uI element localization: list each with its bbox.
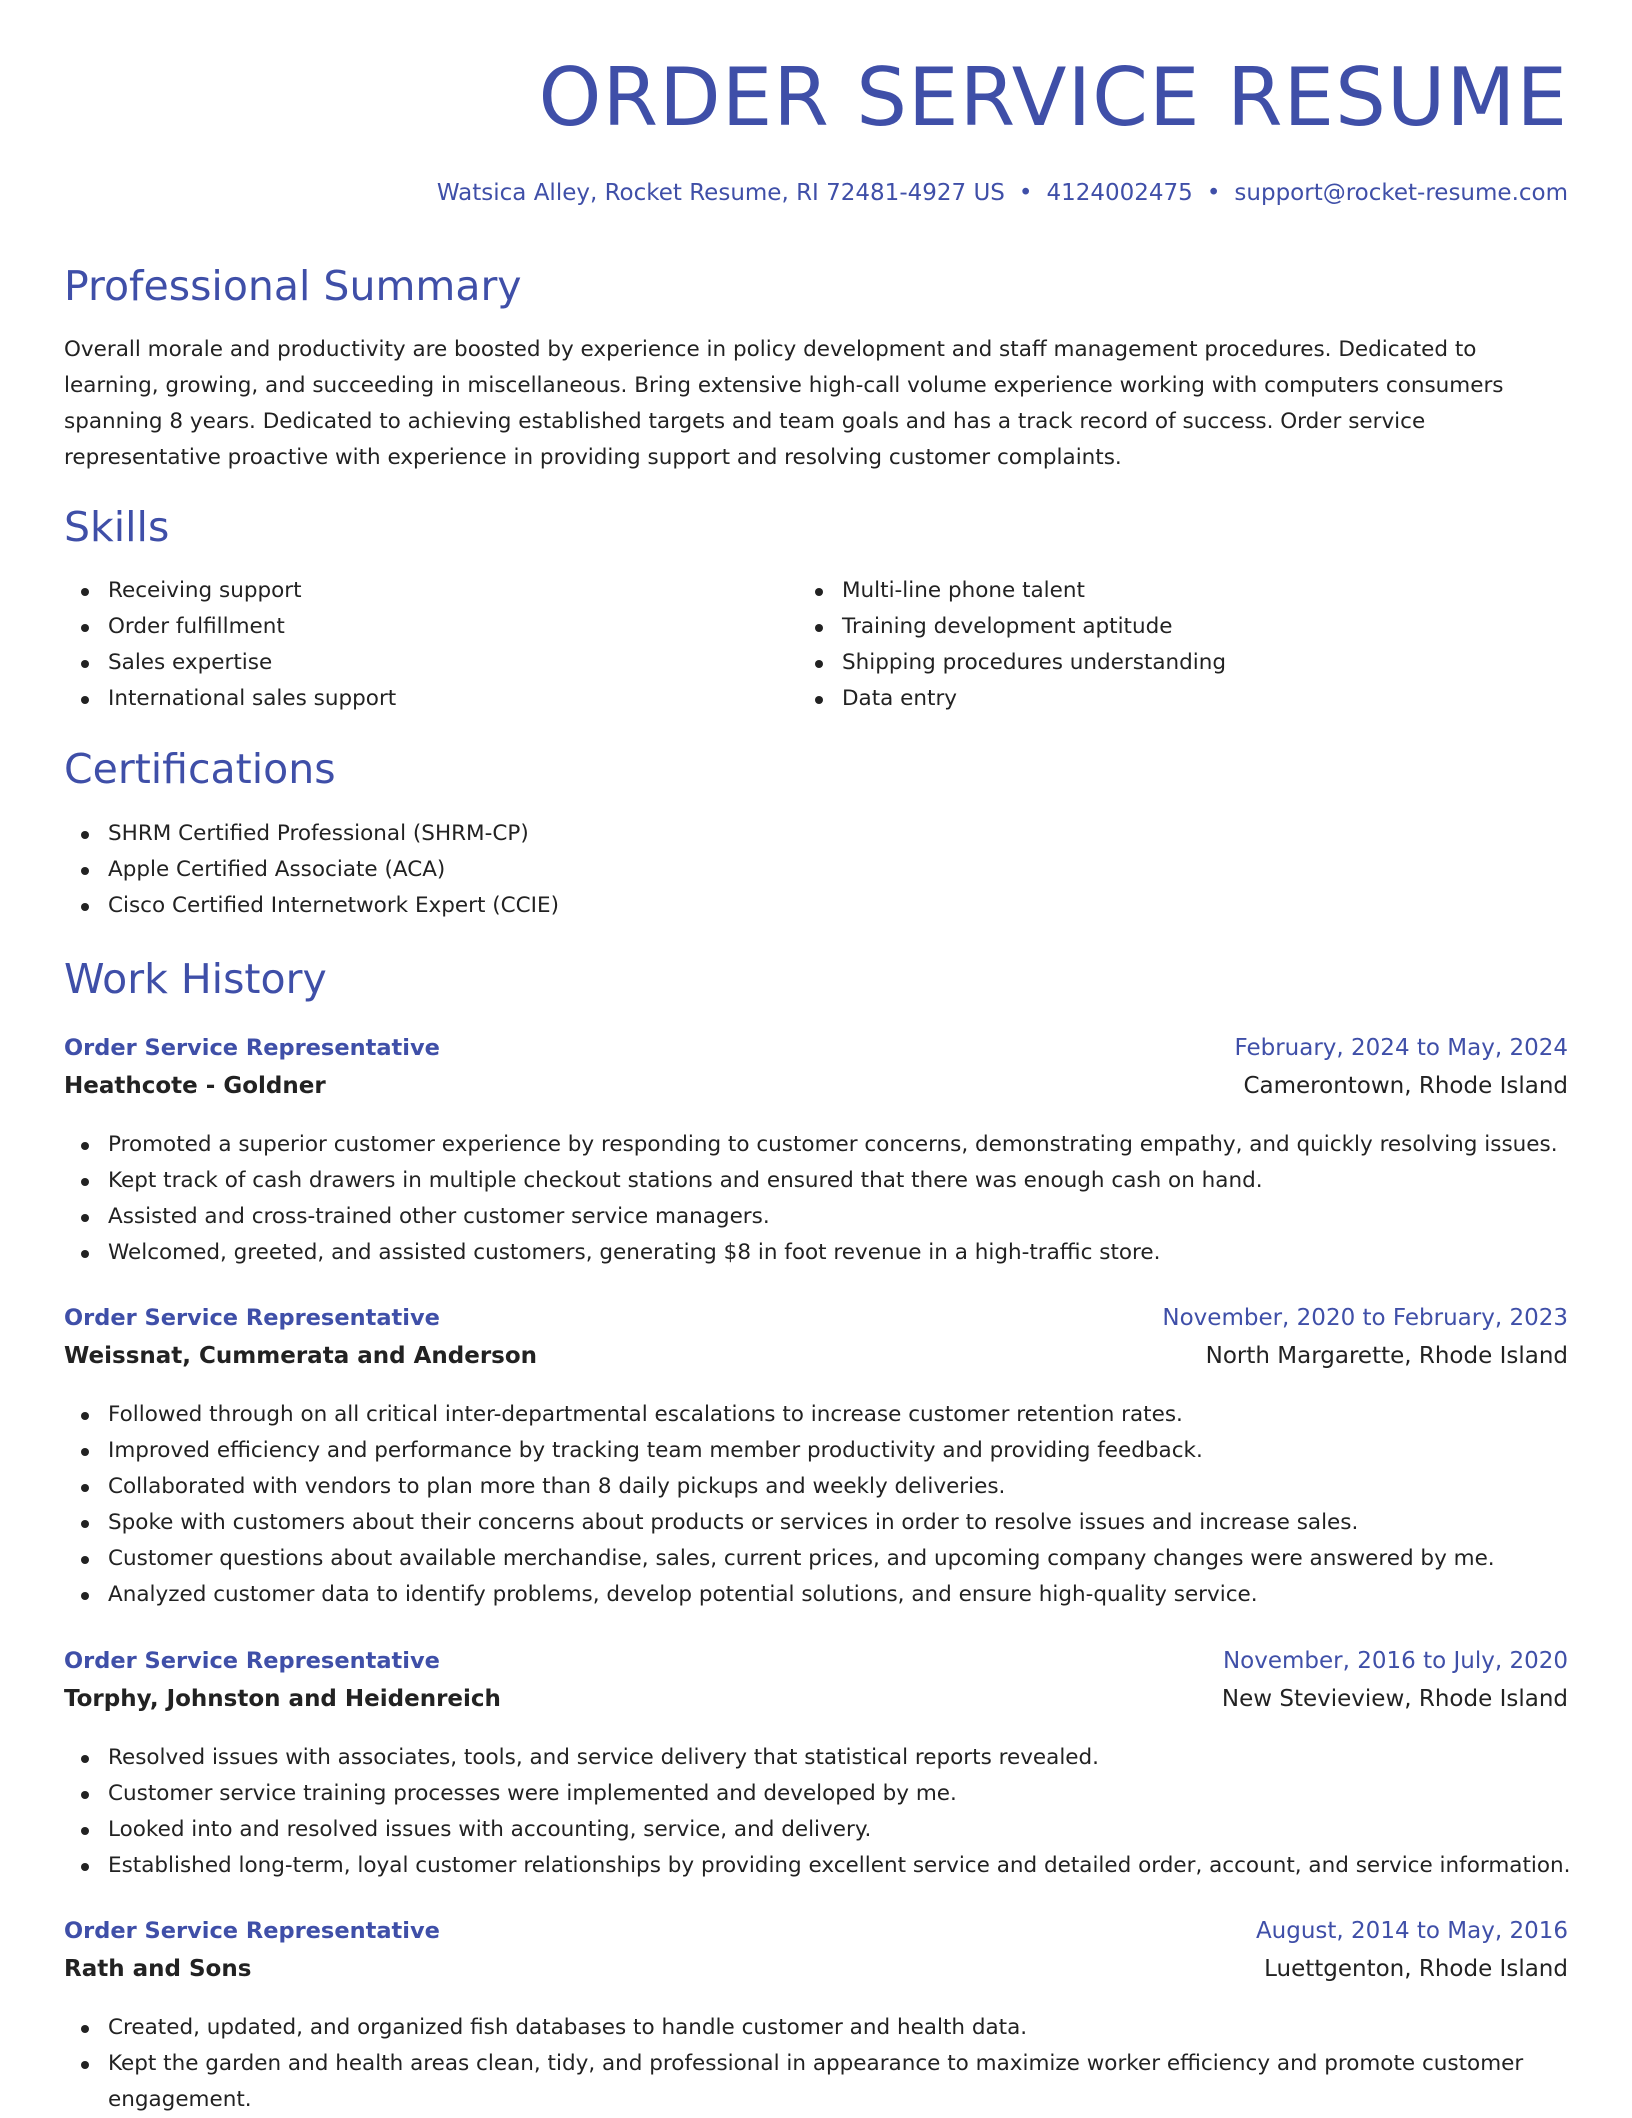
skills-list-right — [798, 573, 1226, 717]
job-title: Order Service Representative — [64, 1918, 440, 1944]
job-bullets — [64, 1397, 1568, 1613]
certifications-list — [64, 816, 559, 924]
skill-item: Data entry — [798, 681, 1226, 717]
job-bullet: Assisted and cross-trained other customer service managers. — [64, 1199, 1568, 1235]
skill-item: Receiving support — [64, 573, 396, 609]
job-bullet: Created, updated, and organized fish databases to handle customer and health data. — [64, 2010, 1568, 2046]
job-company: Weissnat, Cummerata and Anderson — [64, 1343, 538, 1369]
job-bullet: Welcomed, greeted, and assisted customers, generating $8 in foot revenue in a high-traffic store. — [64, 1235, 1568, 1271]
job-company: Rath and Sons — [64, 1956, 252, 1982]
job-bullet: Promoted a superior customer experience by responding to customer concerns, demonstrating empathy, and quickly resolving issues. — [64, 1127, 1568, 1163]
job-company: Torphy, Johnston and Heidenreich — [64, 1686, 501, 1712]
job-location: Luettgenton, Rhode Island — [1264, 1956, 1568, 1982]
job-title: Order Service Representative — [64, 1648, 440, 1674]
job-company: Heathcote - Goldner — [64, 1073, 326, 1099]
job-bullet: Customer service training processes were implemented and developed by me. — [64, 1776, 1568, 1812]
job-title: Order Service Representative — [64, 1035, 440, 1061]
skill-item: International sales support — [64, 681, 396, 717]
job-bullet: Customer questions about available merchandise, sales, current prices, and upcoming company changes were answered by me. — [64, 1541, 1568, 1577]
job-bullet: Collaborated with vendors to plan more than 8 daily pickups and weekly deliveries. — [64, 1469, 1568, 1505]
skill-item: Order fulfillment — [64, 609, 396, 645]
job-bullet: Analyzed customer data to identify problems, develop potential solutions, and ensure high-quality service. — [64, 1577, 1568, 1613]
skill-item: Shipping procedures understanding — [798, 645, 1226, 681]
job-bullets — [64, 1127, 1568, 1271]
skill-item: Multi-line phone talent — [798, 573, 1226, 609]
job-bullets — [64, 2010, 1568, 2118]
certification-item: Cisco Certified Internetwork Expert (CCIE) — [64, 888, 559, 924]
job-dates: February, 2024 to May, 2024 — [1234, 1035, 1568, 1061]
job-dates: November, 2020 to February, 2023 — [1162, 1305, 1568, 1331]
job-dates: November, 2016 to July, 2020 — [1222, 1648, 1568, 1674]
contact-separator: • — [1206, 180, 1221, 206]
skill-item: Training development aptitude — [798, 609, 1226, 645]
skills-list-left — [64, 573, 396, 717]
job-bullets — [64, 1740, 1571, 1884]
contact-line — [437, 180, 1568, 206]
section-heading-certifications: Certifications — [64, 745, 336, 793]
section-heading-skills: Skills — [64, 503, 170, 551]
resume-title: ORDER SERVICE RESUME — [538, 51, 1568, 144]
job-bullet: Resolved issues with associates, tools, and service delivery that statistical reports revealed. — [64, 1740, 1568, 1776]
job-location: New Stevieview, Rhode Island — [1221, 1686, 1568, 1712]
job-bullet: Established long-term, loyal customer relationships by providing excellent service and detailed order, account, and service information. — [64, 1848, 1568, 1884]
job-bullet: Kept track of cash drawers in multiple checkout stations and ensured that there was enough cash on hand. — [64, 1163, 1568, 1199]
section-heading-summary: Professional Summary — [64, 262, 522, 310]
job-bullet: Kept the garden and health areas clean, tidy, and professional in appearance to maximize worker efficiency and promote customer engagement. — [64, 2046, 1568, 2118]
job-location: Camerontown, Rhode Island — [1243, 1073, 1568, 1099]
job-title: Order Service Representative — [64, 1305, 440, 1331]
contact-separator: • — [1018, 180, 1033, 206]
job-bullet: Spoke with customers about their concerns about products or services in order to resolve issues and increase sales. — [64, 1505, 1568, 1541]
certification-item: Apple Certified Associate (ACA) — [64, 852, 559, 888]
certification-item: SHRM Certified Professional (SHRM-CP) — [64, 816, 559, 852]
contact-phone: 4124002475 — [1046, 180, 1193, 206]
contact-address: Watsica Alley, Rocket Resume, RI 72481-4927 US — [436, 180, 1005, 206]
skill-item: Sales expertise — [64, 645, 396, 681]
job-dates: August, 2014 to May, 2016 — [1255, 1918, 1568, 1944]
contact-email: support@rocket-resume.com — [1234, 180, 1568, 206]
job-location: North Margarette, Rhode Island — [1205, 1343, 1568, 1369]
job-bullet: Improved efficiency and performance by tracking team member productivity and providing feedback. — [64, 1433, 1568, 1469]
summary-text: Overall morale and productivity are boosted by experience in policy development and staff management procedures. Dedicated to learning, growing, and succeeding in miscellaneous. Bring extensive high-call volume experience working with computers consumers spanning 8 years. Dedicated to achieving established targets and team goals and has a track record of success. Order service representative proactive with experience in providing support and resolving customer complaints. — [64, 337, 1504, 470]
section-heading-work-history: Work History — [64, 955, 327, 1003]
job-bullet: Followed through on all critical inter-departmental escalations to increase customer retention rates. — [64, 1397, 1568, 1433]
job-bullet: Looked into and resolved issues with accounting, service, and delivery. — [64, 1812, 1568, 1848]
